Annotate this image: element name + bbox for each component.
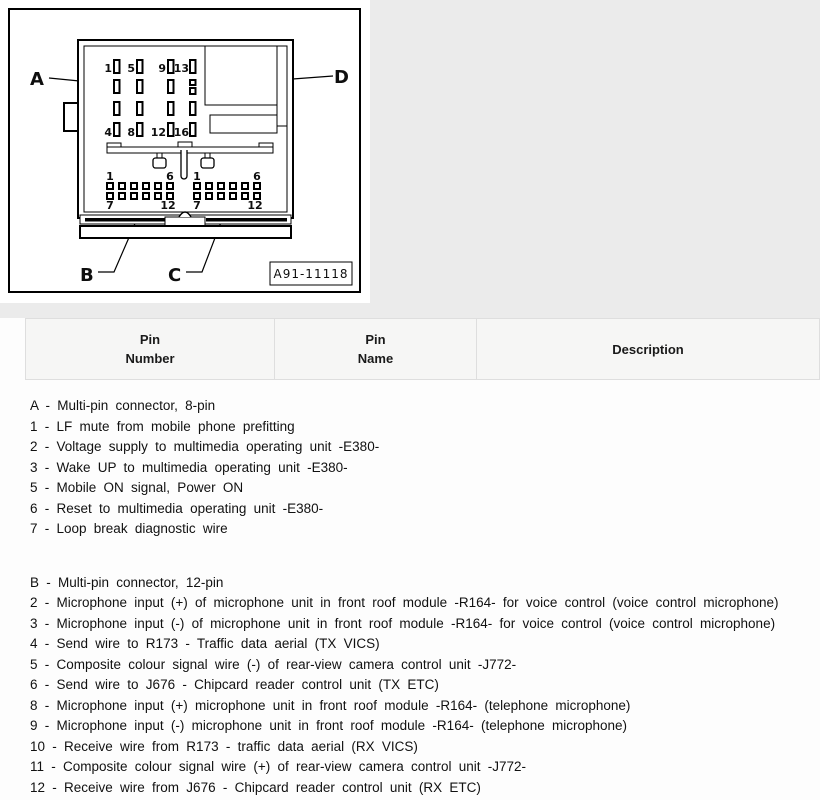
pin-row [30,655,816,676]
pin-description: Voltage supply to multimedia operating unit -E380- [56,439,380,454]
pin-number-label: 13 [173,62,189,75]
header-line: Pin [139,332,161,347]
pin-description: Microphone input (-) microphone unit in front roof module -R164- (telephone microphone) [56,718,628,733]
connector-diagram [0,0,370,303]
pin-description: Send wire to R173 - Traffic data aerial (TX VICS) [56,636,380,651]
pin-description: Microphone input (-) of microphone unit in front roof module -R164- for voice control (voice control microphone) [56,615,776,631]
pin-id: 9 [30,718,38,733]
connector-b-label: B [80,265,94,286]
header-line: Pin [365,332,386,347]
pin-row [30,458,816,479]
connector-c-label: C [168,265,182,286]
pin-id: A [30,398,39,413]
column-header-pin-name [274,319,476,379]
pin-number-label: 12 [247,199,263,212]
pin-description: Composite colour signal wire (+) of rear-view camera control unit -J772- [63,759,527,774]
pin-id: 3 [30,615,38,631]
connector-a-label: A [30,69,44,90]
pin-dash: - [37,459,57,475]
pin-dash: - [39,574,59,590]
pin-description: Mobile ON signal, Power ON [56,480,244,495]
pin-row [30,437,816,458]
pin-id: 1 [30,418,38,434]
pin-row [30,737,816,758]
pin-row [30,573,816,594]
pin-number-label: 6 [166,170,174,183]
pin-id: 5 [30,480,38,495]
pin-description: Composite colour signal wire (-) of rear-view camera control unit -J772- [56,656,517,672]
pin-description: Reset to multimedia operating unit -E380- [56,500,324,516]
pin-dash: - [37,677,57,692]
left-tab [64,103,78,131]
pin-row [30,519,816,540]
pin-dash: - [45,738,65,754]
header-line: Number [125,351,175,366]
pin-number-label: 4 [104,126,112,139]
pin-dash: - [37,521,57,536]
connector-a-section [30,396,816,540]
connector-b-section [30,573,816,799]
pin-description: Send wire to J676 - Chipcard reader control unit (TX ETC) [56,677,439,692]
pin-dash: - [37,718,57,733]
table-header-row [25,318,820,380]
pin-id: 10 [30,738,46,754]
pin-id: 7 [30,521,38,536]
pin-description: Multi-pin connector, 12-pin [58,574,224,590]
pin-number-label: 12 [150,126,166,139]
pin-description: Loop break diagnostic wire [56,521,228,536]
pin-id: 6 [30,677,38,692]
pin-dash: - [37,636,57,651]
pin-number-label: 5 [127,62,135,75]
header-line: Name [357,351,394,366]
pin-description: Multi-pin connector, 8-pin [57,398,216,413]
pin-row [30,499,816,520]
connector-figure-panel [0,0,370,303]
pin-description: Receive wire from J676 - Chipcard reader control unit (RX ETC) [64,779,481,795]
pin-description: Microphone input (+) microphone unit in front roof module -R164- (telephone microphone) [56,697,631,713]
pin-row [30,593,816,614]
pin-row [30,634,816,655]
figure-ref-text: A91-11118 [273,267,349,281]
pin-row [30,396,816,417]
housing-base [80,212,291,238]
column-header-pin-number [26,319,274,379]
pin-description: Receive wire from R173 - traffic data aerial (RX VICS) [64,738,418,754]
pin-number-label: 7 [193,199,201,212]
pin-row [30,696,816,717]
pin-description: Microphone input (+) of microphone unit in front roof module -R164- for voice control (voice control microphone) [56,595,779,610]
pin-number-label: 1 [106,170,114,183]
pin-dash: - [45,779,65,795]
pin-number-label: 16 [173,126,189,139]
pin-id: 2 [30,439,38,454]
split-pin [190,80,196,85]
pin-dash: - [37,418,57,434]
header-line: Description [612,341,684,357]
pin-number-label: 1 [193,170,201,183]
pin-id: 12 [30,779,46,795]
pin-description: Wake UP to multimedia operating unit -E380- [56,459,348,475]
pin-row [30,778,816,799]
pin-dash: - [37,595,57,610]
pin-number-label: 1 [104,62,112,75]
pin-row [30,716,816,737]
centre-divider [181,150,187,179]
pin-dash: - [37,480,57,495]
pin-id: 5 [30,656,38,672]
pin-number-label: 9 [158,62,166,75]
pin-id: B [30,574,40,590]
pin-dash: - [38,398,58,413]
pin-id: 8 [30,697,38,713]
pin-dash: - [37,615,57,631]
column-header-description [476,319,819,379]
pin-id: 11 [30,759,45,774]
split-pin [190,88,196,94]
pin-id: 2 [30,595,38,610]
pinout-table [0,318,820,800]
pin-id: 6 [30,500,38,516]
pin-id: 3 [30,459,38,475]
pin-row [30,417,816,438]
pin-dash: - [37,656,57,672]
pin-description: LF mute from mobile phone prefitting [56,418,295,434]
connector-d-label: D [334,67,349,88]
pin-number-label: 12 [160,199,176,212]
pin-dash: - [44,759,64,774]
pin-dash: - [37,697,57,713]
pin-row [30,614,816,635]
pin-number-label: 6 [253,170,261,183]
pin-id: 4 [30,636,38,651]
pin-number-label: 8 [127,126,135,139]
pin-number-label: 7 [106,199,114,212]
pin-row [30,478,816,499]
pin-row [30,757,816,778]
pin-row [30,675,816,696]
pin-dash: - [37,439,57,454]
pin-descriptions [0,380,820,798]
pin-dash: - [37,500,57,516]
figure-ref [270,262,352,285]
